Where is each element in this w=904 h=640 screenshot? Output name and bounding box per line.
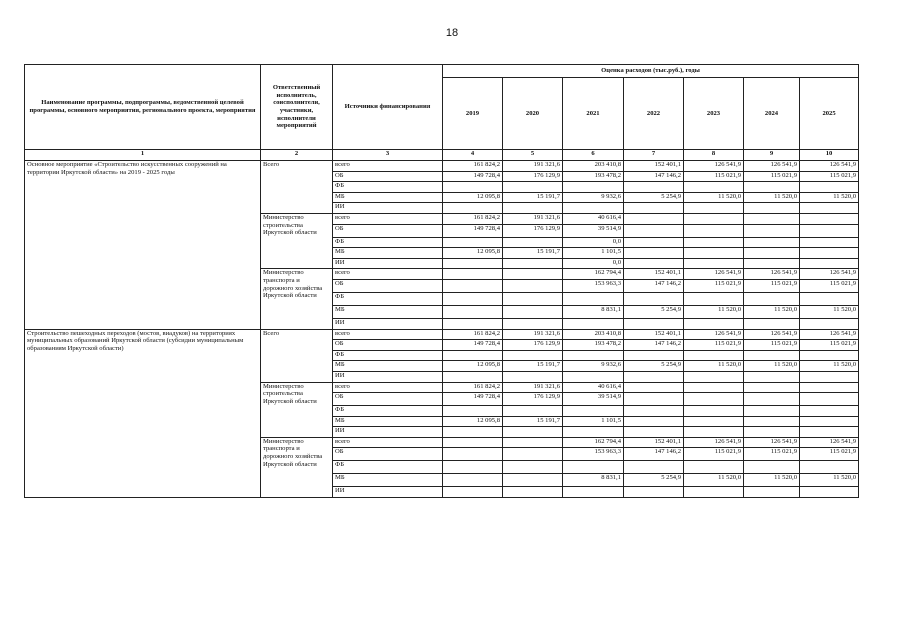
amount-cell	[624, 182, 684, 193]
amount-cell	[624, 213, 684, 224]
amount-cell: 9 932,6	[563, 192, 624, 203]
amount-cell: 39 514,9	[563, 393, 624, 406]
funding-source: всего	[333, 329, 443, 340]
amount-cell	[503, 203, 563, 214]
header-year: 2019	[443, 78, 503, 150]
column-number: 9	[744, 150, 800, 161]
funding-source: ФБ	[333, 237, 443, 248]
amount-cell	[744, 258, 800, 269]
amount-cell: 11 520,0	[684, 474, 744, 487]
amount-cell: 9 932,6	[563, 361, 624, 372]
amount-cell: 162 794,4	[563, 269, 624, 280]
amount-cell: 161 824,2	[443, 161, 503, 172]
amount-cell	[684, 237, 744, 248]
amount-cell	[684, 318, 744, 329]
amount-cell: 115 021,9	[800, 171, 859, 182]
amount-cell	[744, 487, 800, 498]
amount-cell	[800, 224, 859, 237]
amount-cell	[624, 318, 684, 329]
amount-cell: 147 146,2	[624, 340, 684, 351]
amount-cell: 11 520,0	[744, 305, 800, 318]
amount-cell: 11 520,0	[744, 361, 800, 372]
amount-cell: 126 541,9	[800, 437, 859, 448]
amount-cell	[800, 371, 859, 382]
amount-cell	[443, 258, 503, 269]
funding-source: ФБ	[333, 350, 443, 361]
amount-cell: 149 728,4	[443, 393, 503, 406]
funding-source: ИИ	[333, 258, 443, 269]
amount-cell	[744, 393, 800, 406]
amount-cell	[503, 448, 563, 461]
amount-cell: 176 129,9	[503, 393, 563, 406]
amount-cell	[503, 371, 563, 382]
amount-cell: 11 520,0	[800, 192, 859, 203]
amount-cell	[800, 292, 859, 305]
amount-cell	[503, 406, 563, 417]
amount-cell	[800, 406, 859, 417]
column-number-row	[25, 150, 859, 161]
amount-cell	[624, 461, 684, 474]
amount-cell	[744, 427, 800, 438]
amount-cell: 126 541,9	[744, 437, 800, 448]
column-number: 4	[443, 150, 503, 161]
amount-cell: 126 541,9	[684, 161, 744, 172]
amount-cell	[744, 203, 800, 214]
amount-cell	[624, 248, 684, 259]
amount-cell: 191 321,6	[503, 382, 563, 393]
amount-cell	[503, 182, 563, 193]
amount-cell: 12 095,8	[443, 248, 503, 259]
amount-cell: 11 520,0	[744, 192, 800, 203]
amount-cell: 161 824,2	[443, 382, 503, 393]
amount-cell: 0,0	[563, 237, 624, 248]
amount-cell	[624, 237, 684, 248]
amount-cell: 15 191,7	[503, 248, 563, 259]
amount-cell	[684, 461, 744, 474]
amount-cell: 115 021,9	[684, 279, 744, 292]
amount-cell	[563, 318, 624, 329]
amount-cell: 11 520,0	[800, 305, 859, 318]
funding-source: всего	[333, 213, 443, 224]
amount-cell: 126 541,9	[684, 329, 744, 340]
amount-cell: 115 021,9	[744, 279, 800, 292]
column-number: 6	[563, 150, 624, 161]
amount-cell	[624, 406, 684, 417]
amount-cell: 153 963,3	[563, 279, 624, 292]
table-body	[25, 161, 859, 498]
amount-cell	[503, 237, 563, 248]
amount-cell: 0,0	[563, 258, 624, 269]
amount-cell	[503, 279, 563, 292]
amount-cell	[744, 213, 800, 224]
amount-cell	[744, 382, 800, 393]
amount-cell	[744, 237, 800, 248]
amount-cell: 1 101,5	[563, 416, 624, 427]
amount-cell: 149 728,4	[443, 224, 503, 237]
amount-cell	[800, 237, 859, 248]
amount-cell	[443, 203, 503, 214]
header-source-column: Источники финансирования	[333, 65, 443, 150]
amount-cell	[684, 182, 744, 193]
amount-cell: 147 146,2	[624, 279, 684, 292]
funding-source: ИИ	[333, 318, 443, 329]
responsible-executor: Министерство строительства Иркутской области	[261, 213, 333, 268]
amount-cell	[800, 318, 859, 329]
funding-source: ФБ	[333, 182, 443, 193]
amount-cell	[684, 203, 744, 214]
amount-cell: 191 321,6	[503, 161, 563, 172]
amount-cell	[800, 258, 859, 269]
funding-source: ОБ	[333, 224, 443, 237]
amount-cell	[443, 371, 503, 382]
amount-cell: 161 824,2	[443, 329, 503, 340]
column-number: 5	[503, 150, 563, 161]
column-number: 8	[684, 150, 744, 161]
header-year: 2021	[563, 78, 624, 150]
amount-cell: 115 021,9	[800, 448, 859, 461]
amount-cell	[503, 269, 563, 280]
amount-cell	[684, 213, 744, 224]
funding-source: ОБ	[333, 279, 443, 292]
amount-cell	[443, 269, 503, 280]
table-row	[25, 329, 859, 340]
funding-source: ОБ	[333, 171, 443, 182]
amount-cell: 11 520,0	[684, 305, 744, 318]
amount-cell: 176 129,9	[503, 224, 563, 237]
amount-cell: 152 401,1	[624, 269, 684, 280]
amount-cell	[563, 487, 624, 498]
amount-cell	[503, 461, 563, 474]
amount-cell: 152 401,1	[624, 437, 684, 448]
amount-cell	[443, 292, 503, 305]
amount-cell: 193 478,2	[563, 340, 624, 351]
amount-cell	[503, 350, 563, 361]
amount-cell	[744, 248, 800, 259]
amount-cell	[684, 350, 744, 361]
amount-cell	[684, 382, 744, 393]
amount-cell	[684, 248, 744, 259]
amount-cell	[624, 371, 684, 382]
amount-cell	[443, 461, 503, 474]
amount-cell: 152 401,1	[624, 329, 684, 340]
amount-cell: 115 021,9	[800, 279, 859, 292]
amount-cell	[800, 248, 859, 259]
amount-cell: 115 021,9	[684, 340, 744, 351]
amount-cell	[800, 182, 859, 193]
amount-cell	[800, 203, 859, 214]
amount-cell: 115 021,9	[744, 340, 800, 351]
column-number: 7	[624, 150, 684, 161]
page-number: 18	[445, 27, 459, 39]
amount-cell: 5 254,9	[624, 361, 684, 372]
funding-source: ИИ	[333, 371, 443, 382]
funding-source: ОБ	[333, 340, 443, 351]
amount-cell	[744, 461, 800, 474]
header-name-column: Наименование программы, подпрограммы, ведомственной целевой программы, основного мероприятия, регионального проекта, мероприятия	[25, 65, 261, 150]
amount-cell	[443, 487, 503, 498]
amount-cell	[563, 350, 624, 361]
header-year: 2024	[744, 78, 800, 150]
amount-cell: 126 541,9	[684, 269, 744, 280]
amount-cell: 15 191,7	[503, 192, 563, 203]
amount-cell	[563, 461, 624, 474]
amount-cell: 126 541,9	[744, 161, 800, 172]
amount-cell	[503, 474, 563, 487]
amount-cell	[503, 487, 563, 498]
amount-cell	[443, 474, 503, 487]
amount-cell	[503, 437, 563, 448]
amount-cell: 203 410,8	[563, 161, 624, 172]
amount-cell: 8 831,1	[563, 474, 624, 487]
funding-source: МБ	[333, 305, 443, 318]
amount-cell	[503, 318, 563, 329]
amount-cell: 12 095,8	[443, 361, 503, 372]
amount-cell	[744, 416, 800, 427]
amount-cell: 8 831,1	[563, 305, 624, 318]
amount-cell	[624, 487, 684, 498]
amount-cell	[563, 203, 624, 214]
amount-cell: 11 520,0	[800, 474, 859, 487]
amount-cell: 126 541,9	[684, 437, 744, 448]
amount-cell: 11 520,0	[744, 474, 800, 487]
responsible-executor: Министерство транспорта и дорожного хозяйства Иркутской области	[261, 437, 333, 497]
amount-cell	[800, 393, 859, 406]
amount-cell: 152 401,1	[624, 161, 684, 172]
amount-cell	[744, 371, 800, 382]
funding-source: ФБ	[333, 406, 443, 417]
amount-cell: 126 541,9	[744, 329, 800, 340]
amount-cell	[624, 292, 684, 305]
amount-cell: 162 794,4	[563, 437, 624, 448]
column-number: 1	[25, 150, 261, 161]
amount-cell: 193 478,2	[563, 171, 624, 182]
amount-cell	[684, 393, 744, 406]
amount-cell	[563, 427, 624, 438]
amount-cell	[800, 427, 859, 438]
measure-name: Строительство пешеходных переходов (мостов, виадуков) на территориях муниципальных образований Иркутской области (субсидии муниципальным образованиям Иркутской области)	[25, 329, 261, 498]
amount-cell: 40 616,4	[563, 382, 624, 393]
amount-cell: 191 321,6	[503, 329, 563, 340]
table-row	[25, 161, 859, 172]
amount-cell: 115 021,9	[744, 171, 800, 182]
amount-cell: 161 824,2	[443, 213, 503, 224]
funding-source: МБ	[333, 192, 443, 203]
amount-cell: 115 021,9	[684, 171, 744, 182]
amount-cell	[443, 318, 503, 329]
amount-cell	[684, 224, 744, 237]
amount-cell	[563, 371, 624, 382]
amount-cell: 153 963,3	[563, 448, 624, 461]
amount-cell	[624, 416, 684, 427]
amount-cell: 5 254,9	[624, 192, 684, 203]
amount-cell	[443, 305, 503, 318]
amount-cell	[624, 258, 684, 269]
amount-cell: 5 254,9	[624, 474, 684, 487]
amount-cell	[800, 487, 859, 498]
amount-cell: 126 541,9	[800, 161, 859, 172]
header-responsible-column: Ответственный исполнитель, соисполнители, участники, исполнители мероприятий	[261, 65, 333, 150]
amount-cell	[563, 182, 624, 193]
funding-source: ИИ	[333, 487, 443, 498]
amount-cell	[744, 292, 800, 305]
amount-cell: 12 095,8	[443, 416, 503, 427]
amount-cell: 149 728,4	[443, 340, 503, 351]
amount-cell	[744, 182, 800, 193]
amount-cell: 40 616,4	[563, 213, 624, 224]
funding-source: ИИ	[333, 427, 443, 438]
responsible-executor: Министерство транспорта и дорожного хозяйства Иркутской области	[261, 269, 333, 329]
amount-cell: 126 541,9	[800, 329, 859, 340]
amount-cell	[624, 393, 684, 406]
amount-cell: 126 541,9	[744, 269, 800, 280]
amount-cell	[443, 427, 503, 438]
column-number: 2	[261, 150, 333, 161]
funding-source: всего	[333, 161, 443, 172]
funding-source: МБ	[333, 361, 443, 372]
amount-cell	[624, 427, 684, 438]
funding-table	[24, 64, 859, 498]
amount-cell: 15 191,7	[503, 416, 563, 427]
amount-cell: 11 520,0	[800, 361, 859, 372]
amount-cell	[443, 437, 503, 448]
amount-cell	[800, 461, 859, 474]
amount-cell	[503, 305, 563, 318]
amount-cell	[744, 224, 800, 237]
amount-cell: 126 541,9	[800, 269, 859, 280]
amount-cell: 176 129,9	[503, 171, 563, 182]
amount-cell	[624, 203, 684, 214]
amount-cell	[503, 292, 563, 305]
column-number: 10	[800, 150, 859, 161]
amount-cell	[563, 292, 624, 305]
funding-source: ОБ	[333, 393, 443, 406]
funding-source: всего	[333, 382, 443, 393]
amount-cell: 115 021,9	[800, 340, 859, 351]
amount-cell: 149 728,4	[443, 171, 503, 182]
column-number: 3	[333, 150, 443, 161]
amount-cell	[443, 182, 503, 193]
amount-cell	[800, 213, 859, 224]
amount-cell	[503, 427, 563, 438]
header-year: 2025	[800, 78, 859, 150]
amount-cell: 11 520,0	[684, 361, 744, 372]
header-year: 2020	[503, 78, 563, 150]
amount-cell	[800, 416, 859, 427]
amount-cell	[624, 224, 684, 237]
amount-cell	[684, 427, 744, 438]
funding-source: МБ	[333, 416, 443, 427]
funding-source: МБ	[333, 474, 443, 487]
funding-source: ФБ	[333, 292, 443, 305]
amount-cell	[800, 350, 859, 361]
amount-cell	[684, 406, 744, 417]
amount-cell	[443, 237, 503, 248]
amount-cell	[503, 258, 563, 269]
header-year: 2023	[684, 78, 744, 150]
amount-cell	[744, 318, 800, 329]
measure-name: Основное мероприятие «Строительство искусственных сооружений на территории Иркутской области» на 2019 - 2025 годы	[25, 161, 261, 330]
amount-cell: 191 321,6	[503, 213, 563, 224]
responsible-executor: Всего	[261, 161, 333, 214]
funding-source: ФБ	[333, 461, 443, 474]
amount-cell: 147 146,2	[624, 448, 684, 461]
funding-source: всего	[333, 269, 443, 280]
responsible-executor: Министерство строительства Иркутской области	[261, 382, 333, 437]
amount-cell	[744, 406, 800, 417]
amount-cell: 203 410,8	[563, 329, 624, 340]
amount-cell: 176 129,9	[503, 340, 563, 351]
amount-cell: 11 520,0	[684, 192, 744, 203]
amount-cell: 39 514,9	[563, 224, 624, 237]
amount-cell	[443, 406, 503, 417]
amount-cell	[684, 371, 744, 382]
amount-cell	[744, 350, 800, 361]
amount-cell	[443, 279, 503, 292]
amount-cell	[684, 258, 744, 269]
amount-cell	[800, 382, 859, 393]
amount-cell: 12 095,8	[443, 192, 503, 203]
amount-cell: 5 254,9	[624, 305, 684, 318]
amount-cell	[624, 382, 684, 393]
amount-cell	[684, 416, 744, 427]
amount-cell: 1 101,5	[563, 248, 624, 259]
amount-cell	[443, 350, 503, 361]
funding-source: всего	[333, 437, 443, 448]
amount-cell: 15 191,7	[503, 361, 563, 372]
amount-cell	[563, 406, 624, 417]
amount-cell: 115 021,9	[684, 448, 744, 461]
funding-source: ОБ	[333, 448, 443, 461]
funding-source: ИИ	[333, 203, 443, 214]
funding-source: МБ	[333, 248, 443, 259]
header-year: 2022	[624, 78, 684, 150]
amount-cell: 115 021,9	[744, 448, 800, 461]
header-estimate: Оценка расходов (тыс.руб.), годы	[443, 65, 859, 78]
amount-cell: 147 146,2	[624, 171, 684, 182]
amount-cell	[684, 292, 744, 305]
amount-cell	[684, 487, 744, 498]
amount-cell	[443, 448, 503, 461]
responsible-executor: Всего	[261, 329, 333, 382]
amount-cell	[624, 350, 684, 361]
